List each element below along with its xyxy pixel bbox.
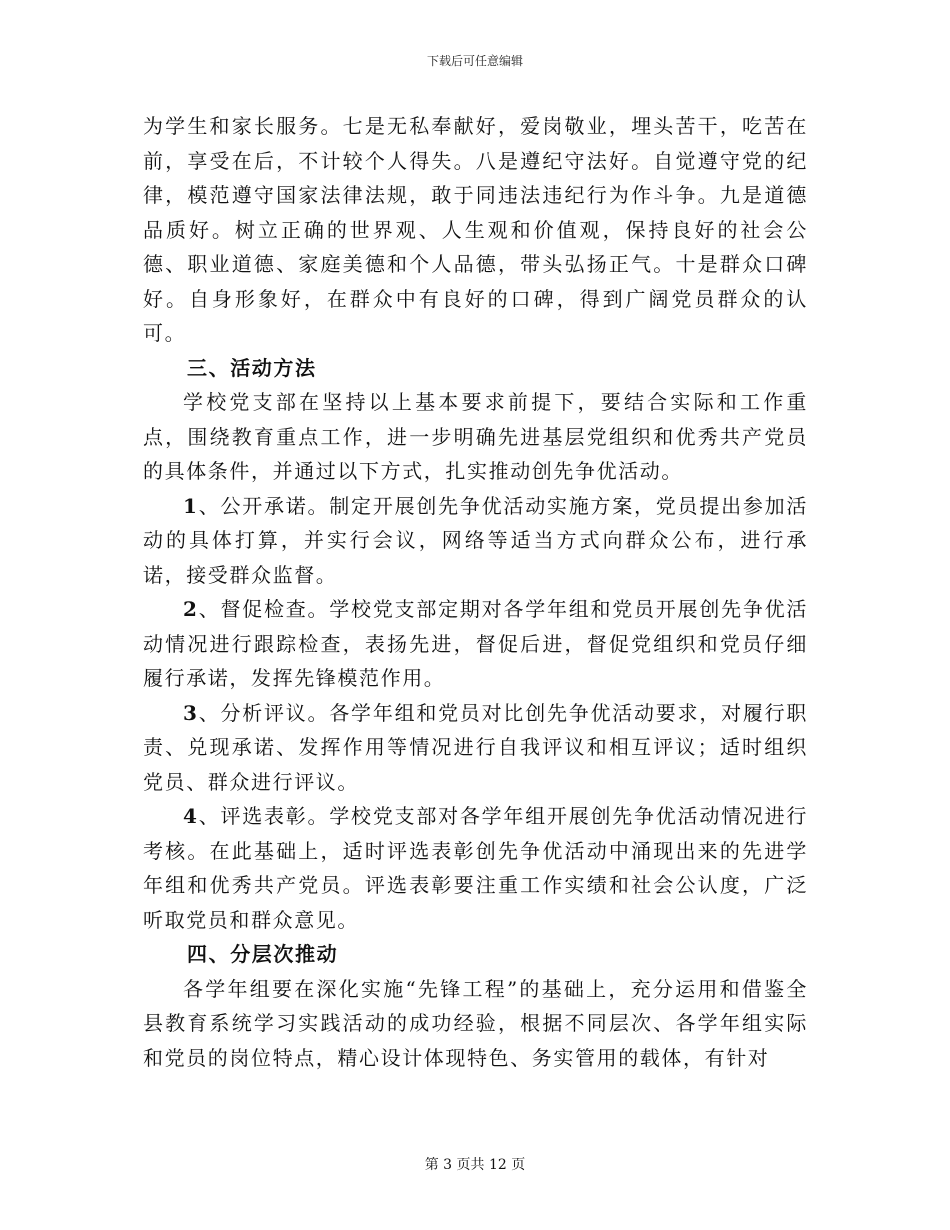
list-item-supervision-inspection [143, 592, 808, 696]
page-footer [0, 1156, 950, 1174]
header-note: 下载后可任意编辑 [426, 54, 523, 68]
list-item-number: 3 [183, 700, 199, 725]
document-body [143, 109, 808, 1075]
list-item-analysis-review [143, 696, 808, 800]
list-item-text: 、公开承诺。制定开展创先争优活动实施方案，党员提出参加活动的具体打算，并实行会议，网络等适当方式向群众公布，进行承诺，接受群众监督。 [143, 493, 808, 587]
section-heading-activity-methods: 三、活动方法 [187, 355, 317, 380]
list-item-text: 、督促检查。学校党支部定期对各学年组和党员开展创先争优活动情况进行跟踪检查，表扬先进，督促后进，督促党组织和党员仔细履行承诺，发挥先锋模范作用。 [143, 597, 808, 690]
list-item-text: 、评选表彰。学校党支部对各学年组开展创先争优活动情况进行考核。在此基础上，适时评选表彰创先争优活动中涌现出来的先进学年组和优秀共产党员。评选表彰要注重工作实绩和社会公认度，广泛听取党员和群众意见。 [143, 804, 808, 932]
paragraph-methods-intro: 学校党支部在坚持以上基本要求前提下，要结合实际和工作重点，围绕教育重点工作，进一步明确先进基层党组织和优秀共产党员的具体条件，并通过以下方式，扎实推动创先争优活动。 [143, 390, 808, 483]
list-item-number: 1 [183, 493, 199, 518]
list-item-text: 、分析评议。各学年组和党员对比创先争优活动要求，对履行职责、兑现承诺、发挥作用等情况进行自我评议和相互评议；适时组织党员、群众进行评议。 [143, 700, 808, 794]
page-number: 第 3 页共 12 页 [424, 1157, 526, 1173]
list-item-public-commitment [143, 489, 808, 593]
list-item-selection-commendation [143, 799, 808, 937]
section-heading-layered-promotion: 四、分层次推动 [187, 942, 339, 966]
paragraph-layered-promotion: 各学年组要在深化实施“先锋工程”的基础上，充分运用和借鉴全县教育系统学习实践活动的成功经验，根据不同层次、各学年组实际和党员的岗位特点，精心设计体现特色、务实管用的载体，有针对 [143, 976, 808, 1070]
page-header [0, 53, 950, 69]
list-item-number: 2 [183, 597, 199, 621]
paragraph-continued: 为学生和家长服务。七是无私奉献好，爱岗敬业，埋头苦干，吃苦在前，享受在后，不计较个人得失。八是遵纪守法好。自觉遵守党的纪律，模范遵守国家法律法规，敢于同违法违纪行为作斗争。九是道德品质好。树立正确的世界观、人生观和价值观，保持良好的社会公德、职业道德、家庭美德和个人品德，带头弘扬正气。十是群众口碑好。自身形象好，在群众中有良好的口碑，得到广阔党员群众的认可。 [143, 114, 808, 345]
list-item-number: 4 [183, 804, 199, 828]
